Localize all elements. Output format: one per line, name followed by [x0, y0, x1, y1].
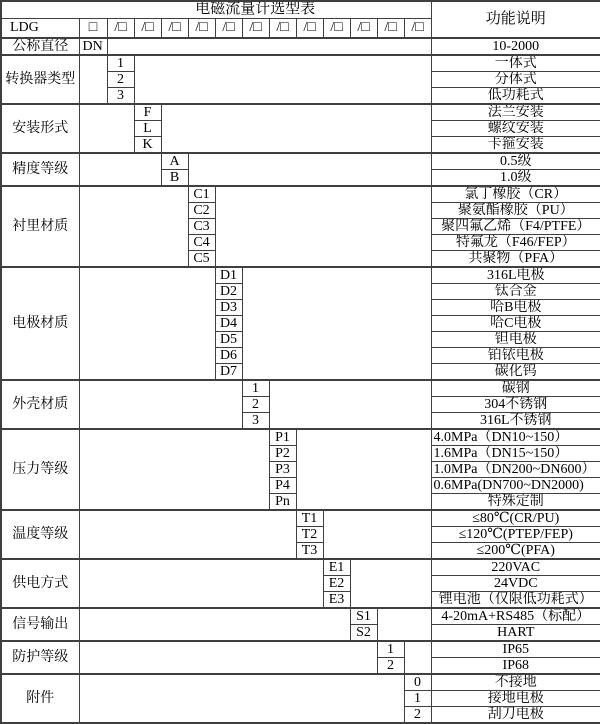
- option-code-cell: 2: [404, 707, 431, 724]
- option-desc-cell: ≤120℃(PTEP/FEP): [431, 527, 600, 543]
- option-desc-cell: 钛合金: [431, 284, 600, 300]
- group-label-cell: 信号输出: [1, 608, 79, 641]
- filler-cell: [377, 608, 431, 641]
- option-desc-cell: ≤200℃(PFA): [431, 543, 600, 560]
- model-slot-cell: /□: [188, 18, 215, 38]
- group-label-cell: 温度等级: [1, 510, 79, 559]
- option-desc-cell: 卡箍安装: [431, 137, 600, 154]
- option-code-cell: 3: [242, 413, 269, 430]
- option-code-cell: 1: [377, 641, 404, 658]
- option-code-cell: P2: [269, 446, 296, 462]
- filler-cell: [188, 153, 431, 186]
- option-desc-cell: 304不锈钢: [431, 397, 600, 413]
- filler-cell: [296, 429, 431, 510]
- option-desc-cell: 220VAC: [431, 559, 600, 576]
- option-code-cell: S1: [350, 608, 377, 625]
- option-desc-cell: 316L不锈钢: [431, 413, 600, 430]
- option-desc-cell: IP68: [431, 658, 600, 675]
- option-code-cell: T2: [296, 527, 323, 543]
- option-code-cell: 3: [107, 88, 134, 105]
- function-column-header: 功能说明: [431, 1, 600, 38]
- option-code-cell: D3: [215, 300, 242, 316]
- option-code-cell: D6: [215, 348, 242, 364]
- filler-cell: [79, 559, 323, 608]
- option-desc-cell: 氯丁橡胶（CR）: [431, 186, 600, 203]
- filler-cell: [269, 380, 431, 429]
- option-desc-cell: HART: [431, 625, 600, 642]
- option-code-cell: C1: [188, 186, 215, 203]
- option-code-cell: A: [161, 153, 188, 170]
- option-code-cell: 2: [377, 658, 404, 675]
- option-code-cell: C2: [188, 203, 215, 219]
- model-slot-cell: /□: [269, 18, 296, 38]
- option-code-cell: P1: [269, 429, 296, 446]
- model-slot-cell: /□: [350, 18, 377, 38]
- model-slot-cell: /□: [134, 18, 161, 38]
- option-desc-cell: 聚氨酯橡胶（PU）: [431, 203, 600, 219]
- group-label-cell: 精度等级: [1, 153, 79, 186]
- option-code-cell: 2: [242, 397, 269, 413]
- option-desc-cell: 10-2000: [431, 38, 600, 55]
- option-code-cell: 0: [404, 674, 431, 691]
- option-code-cell: L: [134, 121, 161, 137]
- option-code-cell: C5: [188, 251, 215, 268]
- model-slot-cell: /□: [377, 18, 404, 38]
- option-code-cell: DN: [79, 38, 107, 55]
- option-code-cell: B: [161, 170, 188, 187]
- option-desc-cell: 一体式: [431, 55, 600, 72]
- group-label-cell: 压力等级: [1, 429, 79, 510]
- option-code-cell: T1: [296, 510, 323, 527]
- model-slot-cell: /□: [161, 18, 188, 38]
- filler-cell: [79, 641, 377, 674]
- filler-cell: [107, 38, 431, 55]
- option-desc-cell: 4-20mA+RS485（标配）: [431, 608, 600, 625]
- option-desc-cell: 1.0MPa（DN200~DN600）: [431, 462, 600, 478]
- model-slot-cell: /□: [242, 18, 269, 38]
- option-desc-cell: 锂电池（仅限低功耗式）: [431, 592, 600, 609]
- option-desc-cell: 聚四氟乙烯（F4/PTFE）: [431, 219, 600, 235]
- option-code-cell: 1: [404, 691, 431, 707]
- group-label-cell: 转换器类型: [1, 55, 79, 104]
- filler-cell: [79, 429, 269, 510]
- filler-cell: [79, 380, 242, 429]
- option-code-cell: 1: [242, 380, 269, 397]
- option-desc-cell: 碳化钨: [431, 364, 600, 381]
- option-code-cell: 2: [107, 72, 134, 88]
- group-label-cell: 电极材质: [1, 267, 79, 380]
- option-code-cell: T3: [296, 543, 323, 560]
- option-desc-cell: 0.5级: [431, 153, 600, 170]
- selection-table-body: [1, 1, 600, 723]
- option-desc-cell: 刮刀电极: [431, 707, 600, 724]
- option-code-cell: E3: [323, 592, 350, 609]
- option-desc-cell: 法兰安装: [431, 104, 600, 121]
- filler-cell: [215, 186, 431, 267]
- option-desc-cell: 不接地: [431, 674, 600, 691]
- model-slot-cell: /□: [107, 18, 134, 38]
- option-code-cell: D4: [215, 316, 242, 332]
- filler-cell: [79, 267, 215, 380]
- filler-cell: [79, 186, 188, 267]
- option-desc-cell: 哈C电极: [431, 316, 600, 332]
- option-desc-cell: 接地电极: [431, 691, 600, 707]
- option-desc-cell: 特氟龙（F46/FEP）: [431, 235, 600, 251]
- option-desc-cell: 铂铱电极: [431, 348, 600, 364]
- group-label-cell: 附件: [1, 674, 79, 723]
- option-desc-cell: 24VDC: [431, 576, 600, 592]
- group-label-cell: 外壳材质: [1, 380, 79, 429]
- filler-cell: [350, 559, 431, 608]
- filler-cell: [79, 104, 134, 153]
- option-desc-cell: 特殊定制: [431, 494, 600, 511]
- filler-cell: [323, 510, 431, 559]
- filler-cell: [161, 104, 431, 153]
- option-code-cell: Pn: [269, 494, 296, 511]
- filler-cell: [79, 608, 350, 641]
- option-desc-cell: 分体式: [431, 72, 600, 88]
- option-desc-cell: 哈B电极: [431, 300, 600, 316]
- table-title: 电磁流量计选型表: [1, 1, 431, 18]
- option-desc-cell: 低功耗式: [431, 88, 600, 105]
- option-code-cell: C4: [188, 235, 215, 251]
- model-slot-cell: /□: [404, 18, 431, 38]
- option-code-cell: E1: [323, 559, 350, 576]
- group-label-cell: 供电方式: [1, 559, 79, 608]
- option-desc-cell: ≤80℃(CR/PU): [431, 510, 600, 527]
- option-code-cell: D7: [215, 364, 242, 381]
- model-box-cell: □: [79, 18, 107, 38]
- option-code-cell: E2: [323, 576, 350, 592]
- group-label-cell: 衬里材质: [1, 186, 79, 267]
- option-code-cell: D5: [215, 332, 242, 348]
- option-desc-cell: 碳钢: [431, 380, 600, 397]
- group-label-cell: 公称直径: [1, 38, 79, 55]
- option-code-cell: P4: [269, 478, 296, 494]
- option-code-cell: P3: [269, 462, 296, 478]
- option-code-cell: F: [134, 104, 161, 121]
- option-code-cell: D2: [215, 284, 242, 300]
- filler-cell: [242, 267, 431, 380]
- option-code-cell: D1: [215, 267, 242, 284]
- filler-cell: [79, 55, 107, 104]
- option-desc-cell: IP65: [431, 641, 600, 658]
- option-desc-cell: 1.0级: [431, 170, 600, 187]
- group-label-cell: 防护等级: [1, 641, 79, 674]
- option-code-cell: C3: [188, 219, 215, 235]
- group-label-cell: 安装形式: [1, 104, 79, 153]
- model-slot-cell: /□: [296, 18, 323, 38]
- option-desc-cell: 0.6MPa(DN700~DN2000): [431, 478, 600, 494]
- option-desc-cell: 螺纹安装: [431, 121, 600, 137]
- option-code-cell: K: [134, 137, 161, 154]
- model-prefix-cell: LDG: [1, 18, 79, 38]
- option-desc-cell: 钽电极: [431, 332, 600, 348]
- option-code-cell: S2: [350, 625, 377, 642]
- option-desc-cell: 316L电极: [431, 267, 600, 284]
- option-desc-cell: 1.6MPa（DN15~150）: [431, 446, 600, 462]
- model-slot-cell: /□: [215, 18, 242, 38]
- option-code-cell: 1: [107, 55, 134, 72]
- option-desc-cell: 4.0MPa（DN10~150）: [431, 429, 600, 446]
- option-desc-cell: 共聚物（PFA）: [431, 251, 600, 268]
- filler-cell: [79, 510, 296, 559]
- model-slot-cell: /□: [323, 18, 350, 38]
- filler-cell: [404, 641, 431, 674]
- filler-cell: [134, 55, 431, 104]
- filler-cell: [79, 153, 161, 186]
